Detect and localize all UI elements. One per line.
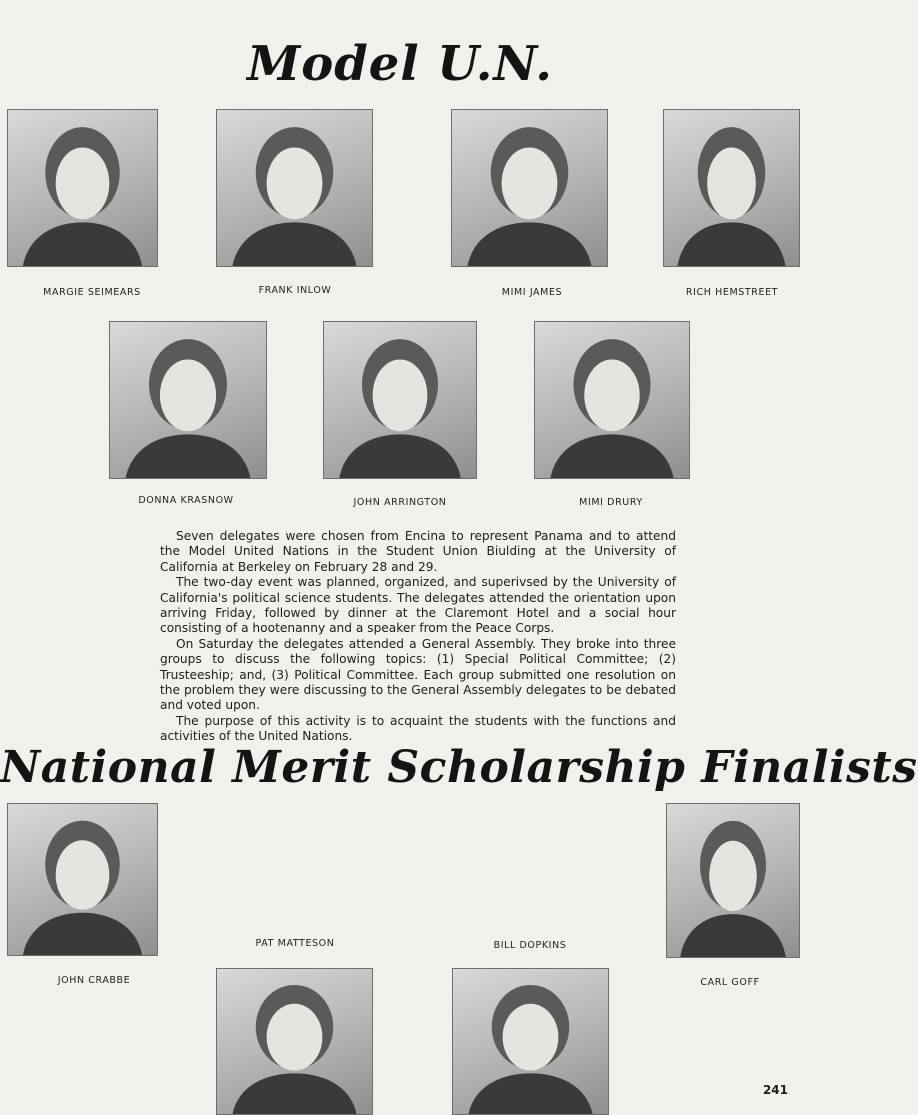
face-shape (502, 147, 558, 219)
merit-title: National Merit Scholarship Finalists (0, 742, 918, 793)
portrait-silhouette (535, 322, 689, 478)
face-shape (373, 359, 428, 431)
shoulders-shape (469, 1073, 593, 1114)
shoulders-shape (678, 222, 786, 266)
shoulders-shape (550, 434, 673, 478)
portrait-silhouette (324, 322, 476, 478)
student-name: MIMI JAMES (501, 287, 563, 298)
portrait-photo (451, 109, 608, 267)
model-un-title: Model U.N. (247, 36, 553, 92)
student-name: RICH HEMSTREET (685, 287, 779, 298)
paragraph: On Saturday the delegates attended a General Assembly. They broke into three groups to discuss the following topics: (1) Special Political Committee; (2) Trusteeship; and, (3) Political Committee. Each group submitted one resolution on the problem they were discussing to the General Assembly delegates to be debated and voted upon. (160, 636, 676, 713)
portrait-photo (323, 321, 477, 479)
face-shape (56, 840, 110, 909)
page-number: 241 (762, 1083, 788, 1097)
portrait-photo (7, 803, 158, 956)
portrait-silhouette (664, 110, 799, 266)
shoulders-shape (23, 222, 142, 266)
portrait-photo (216, 968, 373, 1115)
portrait-silhouette (217, 110, 372, 266)
portrait-photo (216, 109, 373, 267)
portrait-silhouette (452, 110, 607, 266)
shoulders-shape (23, 913, 142, 955)
student-name: MIMI DRURY (579, 497, 643, 508)
face-shape (709, 841, 757, 911)
face-shape (56, 147, 110, 219)
paragraph: The two-day event was planned, organized, and superivsed by the University of California's political science students. The delegates attended the orientation upon arriving Friday, followed by dinner at the Claremont Hotel and a social hour consisting of a hootenanny and a speaker from the Peace Corps. (160, 575, 676, 636)
student-name: CARL GOFF (700, 977, 760, 988)
portrait-silhouette (217, 969, 372, 1114)
face-shape (160, 359, 216, 431)
portrait-silhouette (8, 804, 157, 955)
paragraph: Seven delegates were chosen from Encina to represent Panama and to attend the Model United Nations in the Student Union Biulding at the University of California at Berkeley on February 28 and 29. (160, 529, 676, 574)
face-shape (267, 1004, 323, 1071)
article-body (160, 529, 676, 745)
face-shape (503, 1004, 559, 1071)
student-name: FRANK INLOW (258, 285, 332, 296)
shoulders-shape (468, 222, 592, 266)
portrait-photo (452, 968, 609, 1115)
student-name: JOHN CRABBE (57, 975, 131, 986)
shoulders-shape (126, 434, 251, 478)
student-name: MARGIE SEIMEARS (43, 287, 141, 298)
shoulders-shape (233, 222, 357, 266)
portrait-silhouette (667, 804, 799, 957)
portrait-silhouette (453, 969, 608, 1114)
portrait-silhouette (8, 110, 157, 266)
student-name: PAT MATTESON (255, 938, 335, 949)
shoulders-shape (680, 914, 786, 957)
portrait-photo (534, 321, 690, 479)
portrait-photo (109, 321, 267, 479)
shoulders-shape (233, 1073, 357, 1114)
shoulders-shape (339, 434, 461, 478)
paragraph: The purpose of this activity is to acquaint the students with the functions and activities of the United Nations. (160, 713, 676, 744)
student-name: BILL DOPKINS (493, 940, 567, 951)
face-shape (584, 359, 639, 431)
portrait-photo (663, 109, 800, 267)
face-shape (267, 147, 323, 219)
portrait-silhouette (110, 322, 266, 478)
student-name: JOHN ARRINGTON (353, 497, 447, 508)
portrait-photo (7, 109, 158, 267)
student-name: DONNA KRASNOW (138, 495, 234, 506)
face-shape (707, 147, 756, 219)
portrait-photo (666, 803, 800, 958)
